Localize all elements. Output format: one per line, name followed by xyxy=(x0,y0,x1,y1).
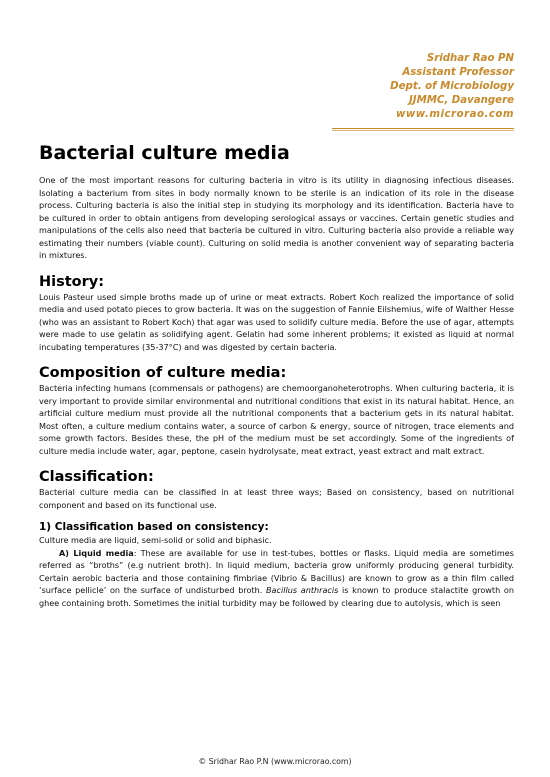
page-footer: © Sridhar Rao P.N (www.microrao.com) xyxy=(198,757,352,766)
classification-heading: Classification: xyxy=(39,469,154,485)
composition-heading: Composition of culture media: xyxy=(39,365,287,381)
liquid-media-text-2: is known to produce stalactite growth on ghee containing broth. Sometimes the initial turbidity may be followed by clearing due to autolysis, which is seen xyxy=(39,585,514,608)
author-position: Assistant Professor xyxy=(402,67,514,78)
header-divider xyxy=(332,128,514,129)
history-paragraph: Louis Pasteur used simple broths made up of urine or meat extracts. Robert Koch realized the importance of solid media and used potato pieces to grow bacteria. It was on the suggestion of Fannie Eilshemius, wife of Walther Hesse (who was an assistant to Robert Koch) that agar was used to solidify culture media. Before the use of agar, attempts were made to use gelatin as solidifying agent. Gelatin had some inherent problems; it existed as liquid at normal incubating temperatures (35-37°C) and was digested by certain bacteria. xyxy=(39,291,514,352)
header-divider-secondary xyxy=(332,130,514,131)
page-title: Bacterial culture media xyxy=(39,142,290,164)
author-header xyxy=(390,52,514,122)
liquid-media-text-1: : These are available for use in test-tubes, bottles or flasks. Liquid media are sometimes referred as “broths” (e.g nutrient broth). In liquid medium, bacteria grow uniformly producing general turbidity. Certain aerobic bacteria and those containing fimbriae (Vibrio & Bacillus) are known to grow as a thin film called ‘surface pellicle’ on the surface of undisturbed broth. xyxy=(39,547,514,595)
bacillus-anthracis-term: Bacillus anthracis xyxy=(266,585,339,595)
liquid-media-paragraph xyxy=(39,547,514,610)
consistency-heading: 1) Classification based on consistency: xyxy=(39,521,269,533)
website-link[interactable]: www.microrao.com xyxy=(395,109,514,120)
history-heading: History: xyxy=(39,273,105,290)
author-department: Dept. of Microbiology xyxy=(390,81,514,92)
intro-paragraph: One of the most important reasons for culturing bacteria in vitro is its utility in diagnosing infectious diseases. Isolating a bacterium from sites in body normally known to be sterile is an indication of its role in the disease process. Culturing bacteria is also the initial step in studying its morphology and its identification. Bacteria have to be cultured in order to obtain antigens from developing serological assays or vaccines. Certain genetic studies and manipulations of the cells also need that bacteria be cultured in vitro. Culturing bacteria also provide a reliable way estimating their numbers (viable count). Culturing on solid media is another convenient way of separating bacteria in mixtures. xyxy=(39,175,514,260)
composition-paragraph: Bacteria infecting humans (commensals or pathogens) are chemoorganoheterotrophs. When culturing bacteria, it is very important to provide similar environmental and nutritional conditions that exist in its natural habitat. Hence, an artificial culture medium must provide all the nutritional components that a bacterium gets in its natural habitat. Most often, a culture medium contains water, a source of carbon & energy, source of nitrogen, trace elements and some growth factors. Besides these, the pH of the medium must be set accordingly. Some of the ingredients of culture media include water, agar, peptone, casein hydrolysate, meat extract, yeast extract and malt extract. xyxy=(39,383,514,456)
author-name: Sridhar Rao PN xyxy=(426,53,514,64)
document-body xyxy=(39,142,514,609)
author-institution: JJMMC, Davangere xyxy=(409,95,514,106)
consistency-paragraph: Culture media are liquid, semi-solid or solid and biphasic. xyxy=(39,535,272,545)
classification-paragraph: Bacterial culture media can be classified in at least three ways; Based on consistency, based on nutritional component and based on its functional use. xyxy=(39,487,514,510)
liquid-media-label: A) Liquid media xyxy=(59,547,134,558)
